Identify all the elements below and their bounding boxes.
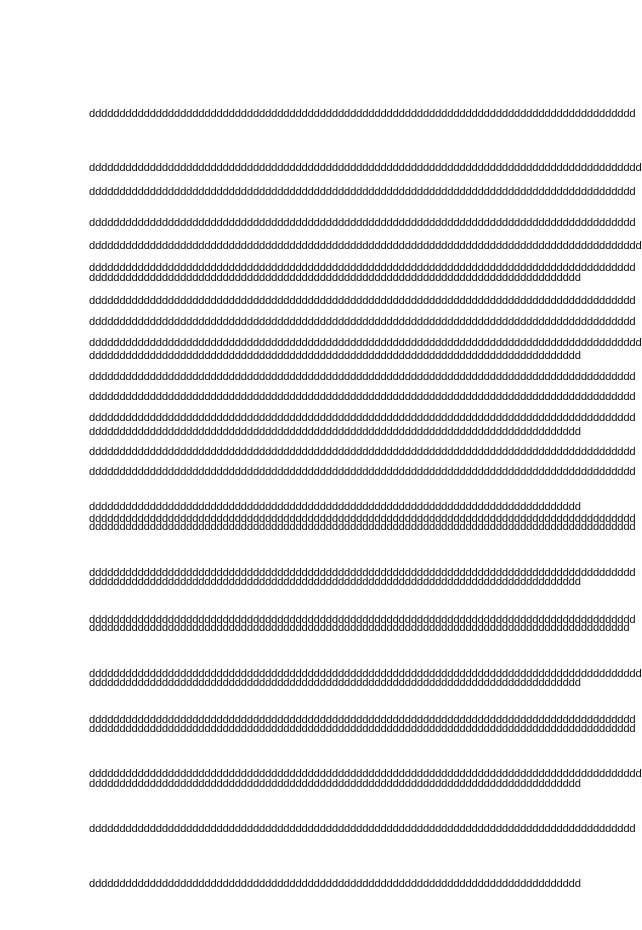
text-line: ddddddddddddddddddddddddddddddddddddddddddddddddddddddddddddddddddddddddddddddddddddddddd xyxy=(89,622,630,635)
text-line: dddddddddddddddddddddddddddddddddddddddddddddddddddddddddddddddddddddddddddddddddddddddddd xyxy=(89,466,636,479)
text-line: ddddddddddddddddddddddddddddddddddddddddddddddddddddddddddddddddddddddddddddddddddddddddddd xyxy=(89,668,642,681)
text-line: dddddddddddddddddddddddddddddddddddddddddddddddddddddddddddddddddddddddddddddddddddddddddd xyxy=(89,371,636,384)
text-line: ddddddddddddddddddddddddddddddddddddddddddddddddddddddddddddddddddddddddddddddddddddddddddd xyxy=(89,162,642,175)
text-line: dddddddddddddddddddddddddddddddddddddddddddddddddddddddddddddddddddddddddddddddddddddddddd xyxy=(89,107,636,120)
text-line: dddddddddddddddddddddddddddddddddddddddddddddddddddddddddddddddddddddddddddddddddddddddddd xyxy=(89,411,636,424)
text-line: dddddddddddddddddddddddddddddddddddddddddddddddddddddddddddddddddddddddddddddddddddddddddd xyxy=(89,823,636,836)
text-line: ddddddddddddddddddddddddddddddddddddddddddddddddddddddddddddddddddddddddddddddddddddddddddd xyxy=(89,240,642,253)
text-line: dddddddddddddddddddddddddddddddddddddddddddddddddddddddddddddddddddddddddddddddddddddddddd xyxy=(89,217,636,230)
text-line: ddddddddddddddddddddddddddddddddddddddddddddddddddddddddddddddddddddddddddddddddd xyxy=(89,878,581,891)
text-line: dddddddddddddddddddddddddddddddddddddddddddddddddddddddddddddddddddddddddddddddddddddddddd xyxy=(89,713,636,726)
text-line: dddddddddddddddddddddddddddddddddddddddddddddddddddddddddddddddddddddddddddddddddddddddddd xyxy=(89,261,636,274)
text-line: dddddddddddddddddddddddddddddddddddddddddddddddddddddddddddddddddddddddddddddddddddddddddd xyxy=(89,723,636,736)
text-line: ddddddddddddddddddddddddddddddddddddddddddddddddddddddddddddddddddddddddddddddddd xyxy=(89,778,581,791)
text-line: dddddddddddddddddddddddddddddddddddddddddddddddddddddddddddddddddddddddddddddddddddddddddd xyxy=(89,521,636,534)
text-line: ddddddddddddddddddddddddddddddddddddddddddddddddddddddddddddddddddddddddddddddddd xyxy=(89,350,581,363)
text-line: ddddddddddddddddddddddddddddddddddddddddddddddddddddddddddddddddddddddddddddddddd xyxy=(89,501,581,514)
text-line: ddddddddddddddddddddddddddddddddddddddddddddddddddddddddddddddddddddddddddddddddd xyxy=(89,426,581,439)
text-line: ddddddddddddddddddddddddddddddddddddddddddddddddddddddddddddddddddddddddddddddddd xyxy=(89,272,581,285)
paragraph-8 xyxy=(89,674,642,930)
text-line: dddddddddddddddddddddddddddddddddddddddddddddddddddddddddddddddddddddddddddddddddddddddddd xyxy=(89,316,636,329)
text-line: ddddddddddddddddddddddddddddddddddddddddddddddddddddddddddddddddddddddddddddddddd xyxy=(89,677,581,690)
text-line: dddddddddddddddddddddddddddddddddddddddddddddddddddddddddddddddddddddddddddddddddddddddddd xyxy=(89,391,636,404)
text-line: ddddddddddddddddddddddddddddddddddddddddddddddddddddddddddddddddddddddddddddddddddddddddddd xyxy=(89,768,642,781)
text-line: dddddddddddddddddddddddddddddddddddddddddddddddddddddddddddddddddddddddddddddddddddddddddd xyxy=(89,512,636,525)
text-line: ddddddddddddddddddddddddddddddddddddddddddddddddddddddddddddddddddddddddddddddddddddddddddd xyxy=(89,336,642,349)
text-line: dddddddddddddddddddddddddddddddddddddddddddddddddddddddddddddddddddddddddddddddddddddddddd xyxy=(89,185,636,198)
text-line: dddddddddddddddddddddddddddddddddddddddddddddddddddddddddddddddddddddddddddddddddddddddddd xyxy=(89,567,636,580)
text-line: ddddddddddddddddddddddddddddddddddddddddddddddddddddddddddddddddddddddddddddddddd xyxy=(89,576,581,589)
text-line: dddddddddddddddddddddddddddddddddddddddddddddddddddddddddddddddddddddddddddddddddddddddddd xyxy=(89,446,636,459)
text-line: dddddddddddddddddddddddddddddddddddddddddddddddddddddddddddddddddddddddddddddddddddddddddd xyxy=(89,613,636,626)
text-line: dddddddddddddddddddddddddddddddddddddddddddddddddddddddddddddddddddddddddddddddddddddddddd xyxy=(89,295,636,308)
